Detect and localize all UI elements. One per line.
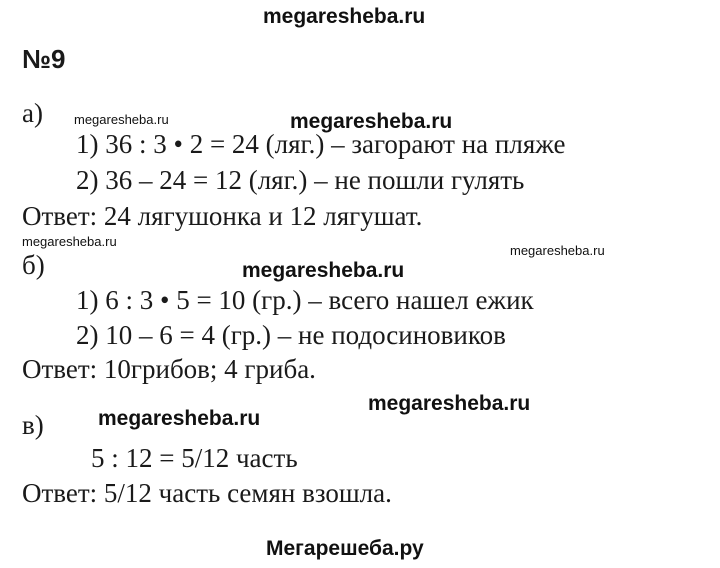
section-v-answer: Ответ: 5/12 часть семян взошла. [22, 478, 392, 508]
section-a-step-1: 1) 36 : 3 • 2 = 24 (ляг.) – загорают на пляже [76, 129, 566, 159]
watermark-v-big-left: megaresheba.ru [98, 407, 261, 430]
section-a-answer: Ответ: 24 лягушонка и 12 лягушат. [22, 201, 423, 231]
section-b-step-1: 1) 6 : 3 • 5 = 10 (гр.) – всего нашел ежик [76, 285, 534, 315]
watermark-bottom: Мегарешеба.ру [266, 537, 424, 560]
section-v-step-1: 5 : 12 = 5/12 часть [91, 443, 298, 473]
watermark-b-small-left: megaresheba.ru [22, 234, 117, 249]
task-number: №9 [22, 44, 66, 74]
watermark-a-big: megaresheba.ru [290, 110, 453, 133]
watermark-top: megaresheba.ru [263, 5, 426, 28]
section-v-label: в) [22, 410, 44, 440]
section-a-label: а) [22, 98, 43, 128]
section-b-step-2: 2) 10 – 6 = 4 (гр.) – не подосиновиков [76, 320, 506, 350]
watermark-b-big: megaresheba.ru [242, 259, 405, 282]
watermark-a-small: megaresheba.ru [74, 112, 169, 127]
section-b-answer: Ответ: 10грибов; 4 гриба. [22, 354, 316, 384]
watermark-v-big-right: megaresheba.ru [368, 392, 531, 415]
watermark-b-small-right: megaresheba.ru [510, 243, 605, 258]
section-b-label: б) [22, 250, 45, 280]
section-a-step-2: 2) 36 – 24 = 12 (ляг.) – не пошли гулять [76, 165, 525, 195]
